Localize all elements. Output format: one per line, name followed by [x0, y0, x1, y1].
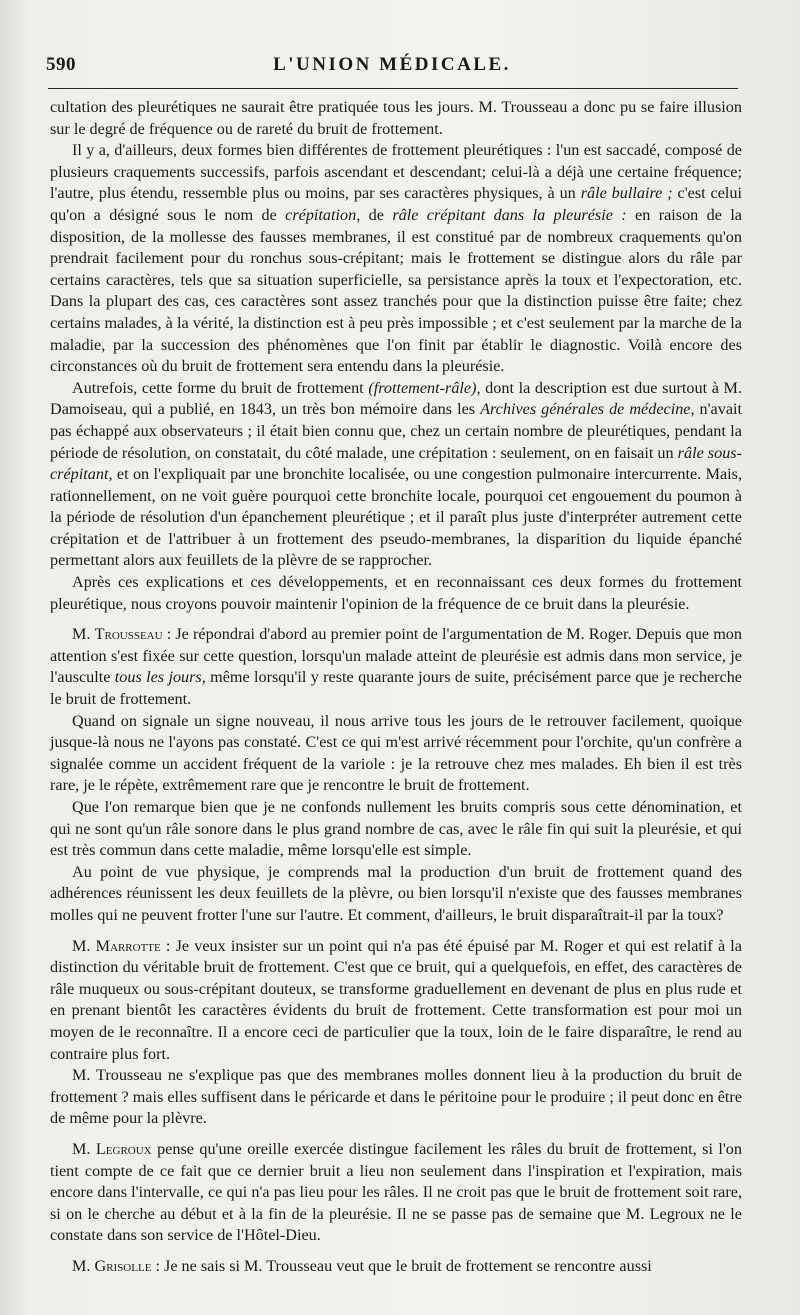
italic-text: râle crépitant dans la pleurésie :: [392, 205, 627, 224]
italic-text: (frottement-râle),: [368, 378, 481, 397]
speaker-name: Grisolle: [94, 1256, 152, 1275]
paragraph: [50, 711, 742, 797]
paragraph-text: M.: [72, 1139, 96, 1158]
paragraph-text: cultation des pleurétiques ne saurait être pratiquée tous les jours. M. Trousseau a donc pu se faire illusion sur le degré de fréquence ou de rareté du bruit de frottement.: [50, 98, 742, 138]
header-rule: [48, 88, 738, 89]
speaker-name: Legroux: [95, 1139, 152, 1158]
paragraph-text: n'avait pas échappé aux observateurs ; il était bien connu que, chez un certain nombre de pleurétiques, pendant la période de résolution, on constatait, du côté malade, une crépitation : seulement, on en faisait un: [50, 400, 743, 462]
paragraph-text: Que l'on remarque bien que je ne confonds nullement les bruits compris sous cette dénomination, et qui ne sont qu'un râle sonore dans le plus grand nombre de cas, avec le râle fin qui suit la pleurésie, et qui est très commun dans cette maladie, même lorsqu'elle est simple.: [50, 798, 742, 860]
paragraph-text: pense qu'une oreille exercée distingue facilement les râles du bruit de frottement, si l'on tient compte de ce fait que ce dernier bruit a lieu non seulement dans l'inspiration et l'expiration, mais encore dans l'intervalle, ce qui n'a pas lieu pour les râles. Il ne croit pas que le bruit de frottement soit rare, si on le cherche au début et à la fin de la pleurésie. Il ne se passe pas de semaine que M. Legroux ne le constate dans son service de l'Hôtel-Dieu.: [50, 1139, 742, 1245]
paragraph: [50, 624, 742, 710]
paragraph: [50, 797, 742, 862]
paragraph-text: même lorsqu'il y reste quarante jours de suite, précisément parce que je recherche le bruit de frottement.: [50, 668, 742, 709]
paragraph-text: Il y a, d'ailleurs, deux formes bien différentes de frottement pleurétiques : l'un est saccadé, composé de plusieurs craquements successifs, parfois ascendant et descendant; celui-là a déjà une certaine fréquence; l'autre, plus étendu, ressemble plus ou moins, par ses caractères physiques, à un: [50, 141, 742, 203]
speaker-name: Trousseau: [94, 625, 163, 644]
paragraph: [50, 1065, 742, 1130]
paragraph: [50, 572, 742, 615]
paragraph-text: dont la description est due surtout à M. Damoiseau, qui a publié, en 1843, un très bon mémoire dans les: [50, 378, 742, 419]
paragraph: [50, 140, 742, 378]
running-header: [46, 42, 738, 82]
paragraph-text: : Je répondrai d'abord au premier point de l'argumentation de M. Roger. Depuis que mon attention s'est fixée sur cette question, lorsqu'un malade atteint de pleurésie est admis dans mon service, je l'ausculte: [50, 625, 742, 687]
page-number: 590: [46, 54, 76, 75]
italic-text: Archives générales de médecine,: [480, 400, 695, 419]
paragraph: [50, 936, 742, 1066]
paragraph: [50, 378, 742, 572]
paragraph-text: M. Trousseau ne s'explique pas que des membranes molles donnent lieu à la production du bruit de frottement ? mais elles suffisent dans le péricarde et dans le péritoine pour le produire ; il peut donc en être de même pour la plèvre.: [50, 1066, 742, 1128]
paragraph-text: Au point de vue physique, je comprends mal la production d'un bruit de frottement quand des adhérences réunissent les deux feuillets de la plèvre, ou bien lorsqu'il n'existe que des fausses membranes molles qui ne peuvent frotter l'une sur l'autre. Et comment, d'ailleurs, le bruit disparaîtrait-il par la toux?: [50, 862, 742, 924]
italic-text: tous les jours,: [114, 668, 206, 687]
paragraph-text: : Je veux insister sur un point qui n'a pas été épuisé par M. Roger et qui est relatif à la distinction du véritable bruit de frottement. C'est que ce bruit, qui a quelquefois, en effet, des caractères de râle muqueux ou sous-crépitant douteux, se transforme graduellement en devenant de plus en plus rude et en prenant bientôt les caractères évidents du bruit de frottement. Cette transformation est pour moi un moyen de le reconnaître. Il a encore ceci de particulier que la toux, loin de le faire disparaître, le rend au contraire plus fort.: [50, 936, 742, 1063]
paragraph-text: Autrefois, cette forme du bruit de frottement: [72, 378, 369, 397]
paragraph: [50, 1256, 742, 1278]
paragraph: [50, 862, 742, 927]
paragraph-text: M.: [72, 936, 96, 955]
italic-text: crépitation,: [285, 205, 361, 224]
paragraph: [50, 97, 742, 140]
italic-text: râle sous-crépitant,: [50, 443, 742, 484]
paragraph-text: en raison de la disposition, de la mollesse des fausses membranes, il est constitué par de nombreux craquements qu'on prendrait facilement pour du ronchus sous-crépitant; mais le frottement se distingue alors du râle par certains caractères, tels que sa situation superficielle, sa persistance après la toux et l'expectoration, etc. Dans la plupart des cas, ces caractères sont assez tranchés pour que la distinction puisse être faite; chez certains malades, à la vérité, la distinction est à peu près impossible ; et c'est seulement par la marche de la maladie, par la succession des phénomènes que l'on finit par établir le diagnostic. Voilà encore des circonstances où du bruit de frottement sera entendu dans la pleurésie.: [50, 205, 742, 376]
speaker-name: Marrotte: [95, 936, 161, 955]
paragraph-text: c'est celui qu'on a désigné sous le nom de: [50, 184, 743, 224]
paragraph-text: M.: [72, 625, 95, 644]
journal-title: L'UNION MÉDICALE.: [273, 54, 511, 75]
paragraph-text: Après ces explications et ces développements, et en reconnaissant ces deux formes du frottement pleurétique, nous croyons pouvoir maintenir l'opinion de la fréquence de ce bruit dans la pleurésie.: [50, 573, 742, 613]
paragraph-text: M.: [72, 1256, 95, 1275]
italic-text: râle bullaire ;: [580, 184, 673, 203]
paragraph-text: et on l'expliquait par une bronchite localisée, ou une congestion pulmonaire intercurrente. Mais, rationnellement, on ne voit guère pourquoi cette bronchite locale, pourquoi cet engouement du poumon à la période de résolution d'un épanchement pleurétique ; et il paraît plus juste d'interpréter autrement cette crépitation et de l'attribuer à un frottement des pseudo-membranes, la disparition du liquide épanché permettant alors aux feuillets de la plèvre de se rapprocher.: [50, 465, 742, 570]
paragraph-text: de: [360, 205, 393, 224]
paragraph-text: Quand on signale un signe nouveau, il nous arrive tous les jours de le retrouver facilement, quoique jusque-là nous ne l'ayons pas constaté. C'est ce qui m'est arrivé récemment pour l'orchite, qu'un confrère a signalée comme un accident fréquent de la variole : je la retrouve chez mes malades. Eh bien il est très rare, je le répète, extrêmement rare que je rencontre le bruit de frottement.: [50, 711, 742, 795]
paragraph: [50, 1139, 742, 1247]
article-body: [50, 97, 742, 1275]
paragraph-text: : Je ne sais si M. Trousseau veut que le bruit de frottement se rencontre aussi: [151, 1256, 652, 1275]
